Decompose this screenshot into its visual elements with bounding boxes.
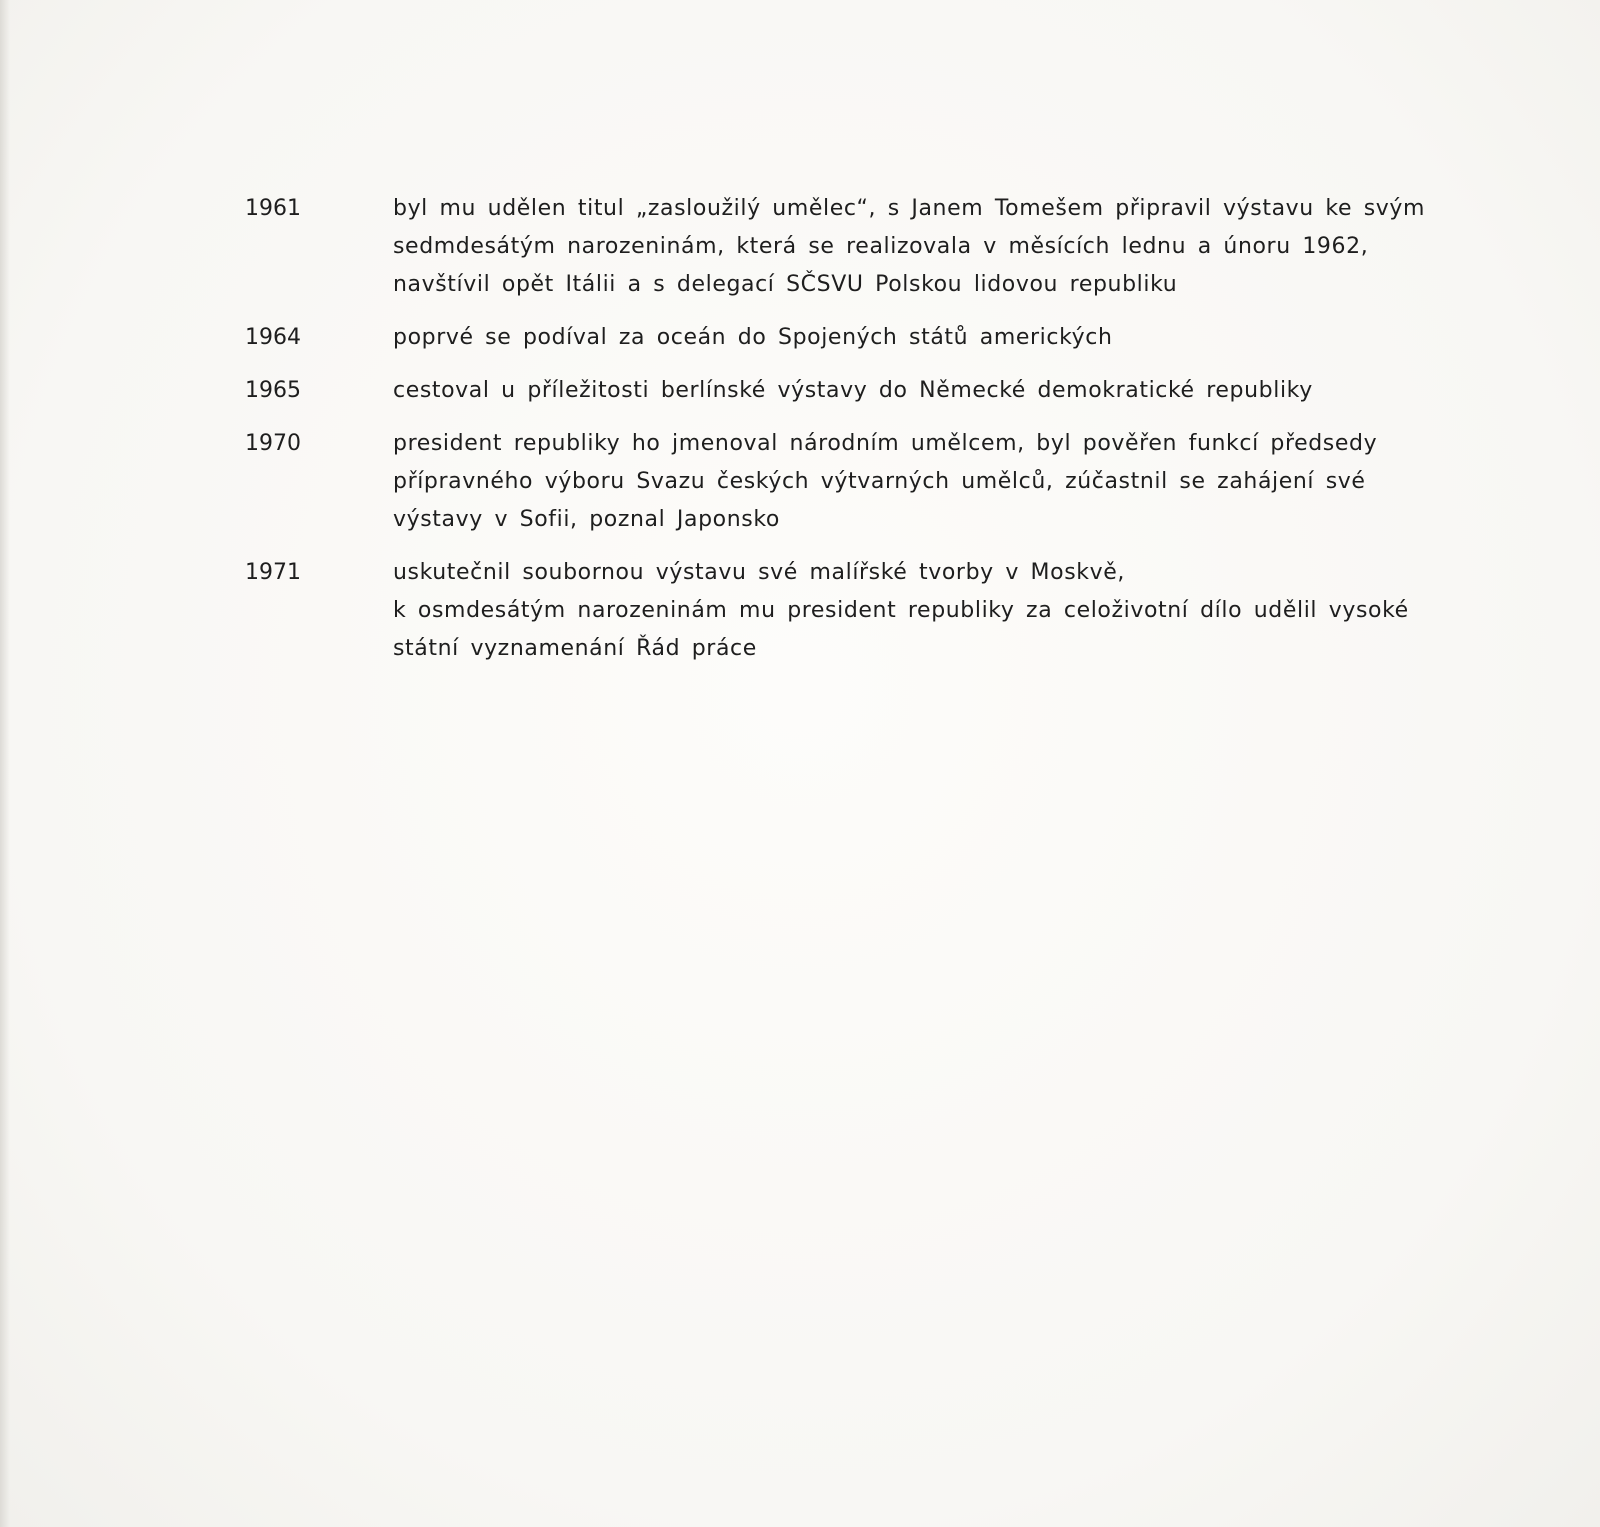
chronology-list: [245, 190, 1426, 683]
entry-text-line: navštívil opět Itálii a s delegací SČSVU Polskou lidovou republiku: [393, 272, 1178, 297]
entry-text-line: cestoval u příležitosti berlínské výstavy do Německé demokratické republiky: [393, 378, 1313, 403]
entry-year: 1971: [245, 560, 301, 585]
entry-text: [393, 190, 1425, 304]
entry-text: [393, 319, 1405, 357]
entry-text-line: přípravného výboru Svazu českých výtvarných umělců, zúčastnil se zahájení své: [393, 469, 1366, 494]
entry-text-line: výstavy v Sofii, poznal Japonsko: [393, 507, 780, 532]
page-edge-shadow: [0, 0, 10, 1527]
entry-text: [393, 554, 1409, 668]
entry-text-line: sedmdesátým narozeninám, která se realizovala v měsících lednu a únoru 1962,: [393, 234, 1369, 259]
entry-year: 1961: [245, 196, 301, 221]
entry-text-line: uskutečnil soubornou výstavu své malířské tvorby v Moskvě,: [393, 560, 1125, 585]
entry-text-line: byl mu udělen titul „zasloužilý umělec“, s Janem Tomešem připravil výstavu ke svým: [393, 196, 1426, 221]
chronology-entry: [245, 425, 1405, 539]
entry-text-line: poprvé se podíval za oceán do Spojených států amerických: [393, 325, 1113, 350]
chronology-entry: [245, 372, 1405, 410]
entry-text: [393, 425, 1405, 539]
entry-year: 1965: [245, 378, 301, 403]
entry-text-line: k osmdesátým narozeninám mu president republiky za celoživotní dílo udělil vysoké: [393, 598, 1409, 623]
chronology-entry: [245, 554, 1409, 668]
entry-text-line: president republiky ho jmenoval národním umělcem, byl pověřen funkcí předsedy: [393, 431, 1378, 456]
entry-year: 1964: [245, 325, 301, 350]
chronology-entry: [245, 319, 1405, 357]
entry-year: 1970: [245, 431, 301, 456]
entry-text: [393, 372, 1405, 410]
entry-text-line: státní vyznamenání Řád práce: [393, 636, 757, 661]
chronology-entry: [245, 190, 1426, 304]
